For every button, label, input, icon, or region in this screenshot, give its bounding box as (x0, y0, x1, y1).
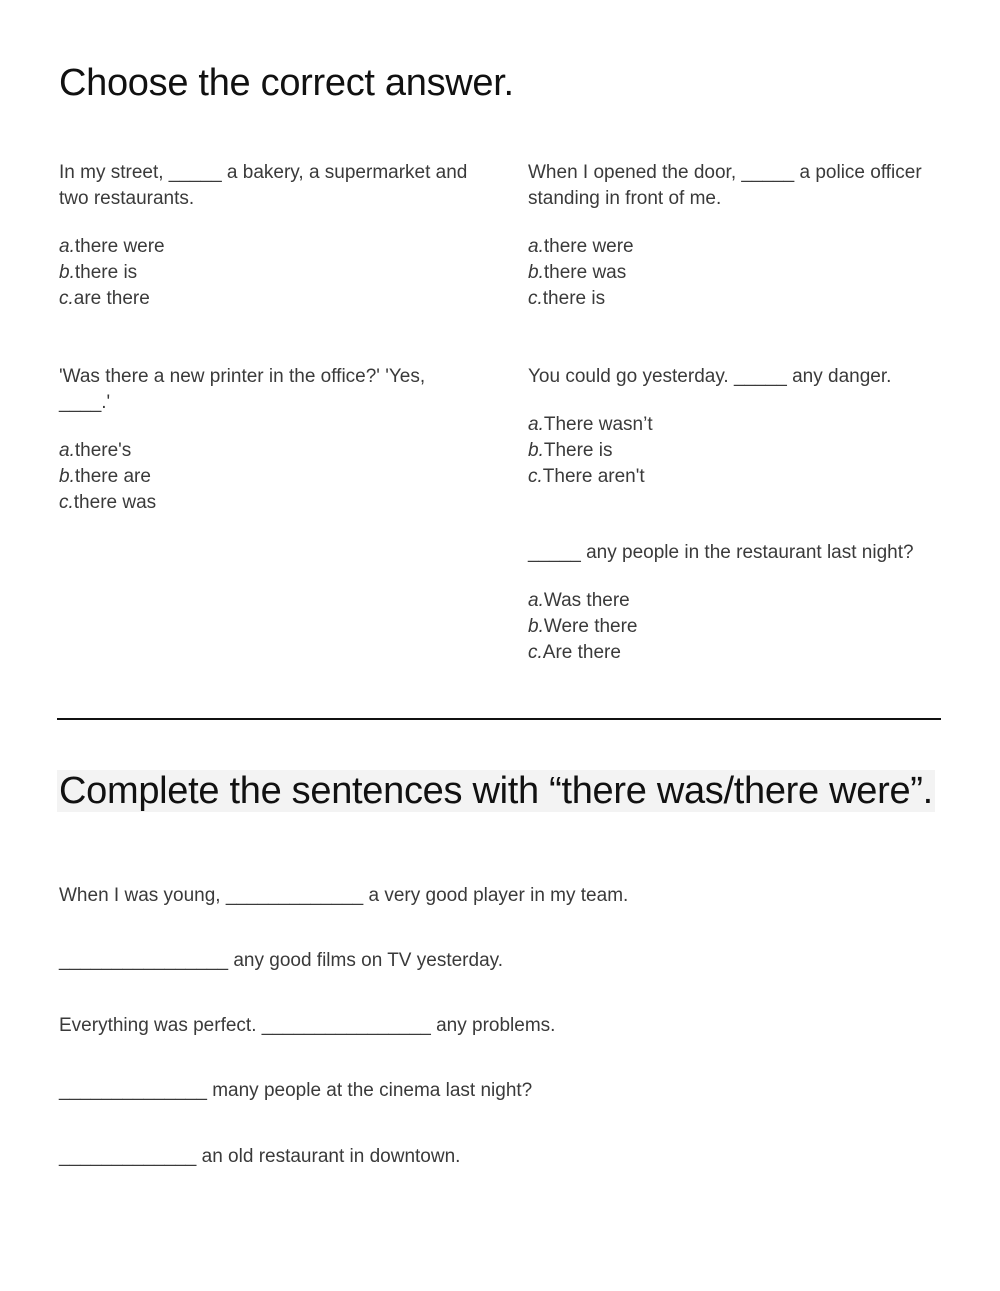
answer-options (59, 438, 459, 516)
option-text: there's (74, 440, 132, 461)
option-text: there were (74, 236, 165, 257)
option-text: Are there (542, 642, 621, 663)
answer-options (528, 412, 938, 490)
question-block-3 (59, 364, 459, 516)
section-divider (57, 718, 941, 720)
option-letter: c. (528, 642, 543, 663)
question-block-2 (528, 160, 938, 312)
answer-option-a[interactable] (528, 588, 948, 614)
option-letter: b. (528, 262, 544, 283)
question-text: You could go yesterday. _____ any danger. (528, 366, 892, 387)
option-letter: c. (59, 492, 74, 513)
answer-option-b[interactable] (59, 464, 459, 490)
question-text: _____ any people in the restaurant last night? (528, 542, 914, 563)
fill-in-sentence-1[interactable]: When I was young, _____________ a very good player in my team. (59, 885, 629, 906)
option-letter: a. (528, 236, 544, 257)
option-text: There wasn’t (543, 414, 653, 435)
question-block-1 (59, 160, 479, 312)
answer-option-a[interactable] (59, 438, 459, 464)
section-title-choose: Choose the correct answer. (59, 62, 514, 104)
answer-option-b[interactable] (59, 260, 479, 286)
answer-option-c[interactable] (59, 286, 479, 312)
option-letter: a. (528, 414, 544, 435)
question-block-5 (528, 540, 948, 666)
option-text: there were (543, 236, 634, 257)
question-text: When I opened the door, _____ a police officer standing in front of me. (528, 162, 922, 209)
answer-options (59, 234, 479, 312)
option-letter: b. (59, 466, 75, 487)
option-text: Was there (543, 590, 630, 611)
option-text: there are (74, 466, 151, 487)
answer-option-c[interactable] (528, 286, 938, 312)
option-text: there was (543, 262, 627, 283)
option-letter: b. (528, 616, 544, 637)
option-text: Were there (543, 616, 638, 637)
fill-in-sentence-3[interactable]: Everything was perfect. ________________ any problems. (59, 1015, 556, 1036)
option-letter: a. (59, 440, 75, 461)
option-letter: a. (528, 590, 544, 611)
answer-option-c[interactable] (528, 640, 948, 666)
fill-in-sentence-4[interactable]: ______________ many people at the cinema last night? (59, 1080, 533, 1101)
answer-options (528, 588, 948, 666)
answer-option-a[interactable] (528, 412, 938, 438)
section-title-complete (57, 770, 935, 813)
fill-in-sentence-5[interactable]: _____________ an old restaurant in downtown. (59, 1146, 461, 1167)
fill-in-sentence-2[interactable]: ________________ any good films on TV yesterday. (59, 950, 504, 971)
option-text: there is (542, 288, 606, 309)
option-text: There is (543, 440, 613, 461)
answer-option-a[interactable] (528, 234, 938, 260)
answer-option-b[interactable] (528, 614, 948, 640)
option-letter: b. (528, 440, 544, 461)
option-text: there is (74, 262, 138, 283)
answer-option-b[interactable] (528, 438, 938, 464)
question-text: In my street, _____ a bakery, a supermarket and two restaurants. (59, 162, 468, 209)
option-letter: c. (528, 466, 543, 487)
option-text: There aren't (542, 466, 645, 487)
option-letter: c. (59, 288, 74, 309)
option-letter: a. (59, 236, 75, 257)
option-letter: b. (59, 262, 75, 283)
answer-option-c[interactable] (59, 490, 459, 516)
question-block-4 (528, 364, 938, 490)
answer-option-b[interactable] (528, 260, 938, 286)
option-letter: c. (528, 288, 543, 309)
question-text: 'Was there a new printer in the office?' 'Yes, ____.' (59, 366, 426, 413)
section-title-text: Complete the sentences with “there was/there were”. (59, 770, 933, 812)
answer-option-a[interactable] (59, 234, 479, 260)
answer-options (528, 234, 938, 312)
answer-option-c[interactable] (528, 464, 938, 490)
option-text: are there (73, 288, 150, 309)
option-text: there was (73, 492, 157, 513)
